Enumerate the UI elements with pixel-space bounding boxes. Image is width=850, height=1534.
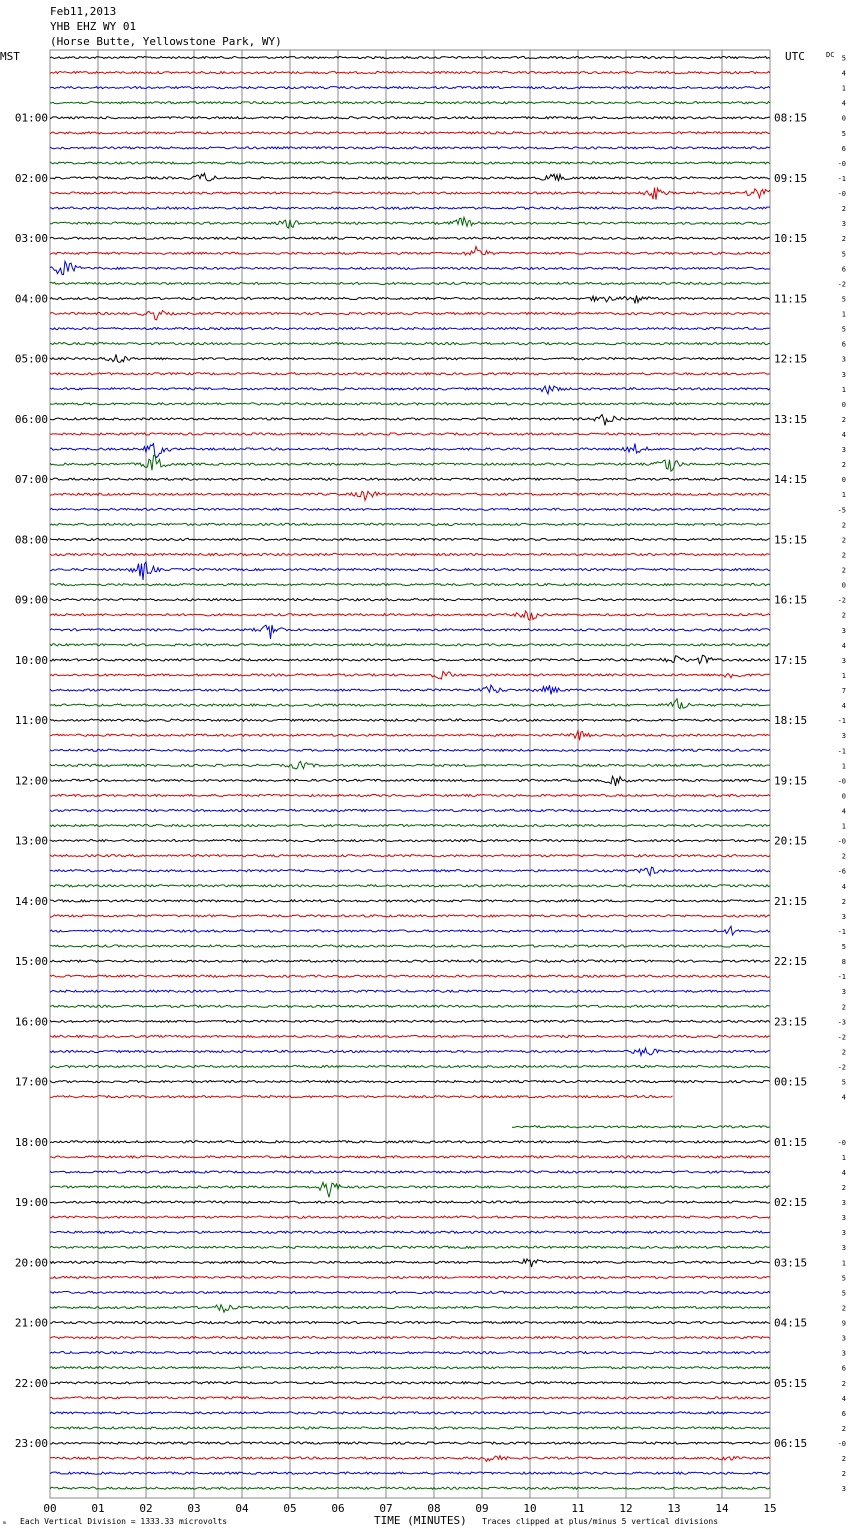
trace-row bbox=[50, 562, 770, 580]
trace-row bbox=[50, 1276, 770, 1278]
trace-row bbox=[50, 824, 770, 826]
mst-hour-label: 03:00 bbox=[14, 232, 48, 246]
x-tick-label: 15 bbox=[763, 1502, 777, 1515]
trace-row bbox=[50, 699, 770, 709]
trace-row bbox=[50, 655, 770, 663]
dc-offset-value: -2 bbox=[837, 596, 846, 605]
trace-row bbox=[50, 327, 770, 329]
trace-row bbox=[50, 776, 770, 786]
trace-row bbox=[50, 926, 770, 935]
trace-row bbox=[50, 1442, 770, 1444]
mst-hour-label: 11:00 bbox=[14, 714, 48, 728]
mst-hour-label: 01:00 bbox=[14, 111, 48, 125]
utc-hour-label: 00:15 bbox=[774, 1075, 808, 1089]
dc-offset-value: 6 bbox=[841, 1409, 846, 1418]
dc-offset-value: 1 bbox=[841, 671, 846, 680]
x-tick-label: 14 bbox=[715, 1502, 729, 1515]
trace-row bbox=[50, 584, 770, 586]
x-tick-label: 03 bbox=[187, 1502, 201, 1515]
mst-hour-label: 15:00 bbox=[14, 955, 48, 969]
utc-hour-label: 12:15 bbox=[774, 352, 808, 366]
x-tick-label: 08 bbox=[427, 1502, 441, 1515]
trace-row bbox=[50, 1397, 770, 1399]
trace-row bbox=[50, 217, 770, 228]
trace-row bbox=[50, 975, 770, 977]
dc-offset-value: 5 bbox=[841, 295, 846, 304]
dc-offset-value: 3 bbox=[841, 732, 846, 741]
dc-offset-value: 5 bbox=[841, 54, 846, 63]
trace-row bbox=[50, 644, 770, 646]
x-tick-label: 10 bbox=[523, 1502, 537, 1515]
dc-label: DC bbox=[826, 51, 835, 59]
trace-row bbox=[50, 102, 770, 104]
trace-row bbox=[50, 508, 770, 510]
mst-hour-label: 19:00 bbox=[14, 1196, 48, 1210]
trace-row bbox=[50, 1141, 770, 1143]
mst-hour-label: 18:00 bbox=[14, 1135, 48, 1149]
dc-offset-value: -1 bbox=[837, 174, 846, 183]
station-location: (Horse Butte, Yellowstone Park, WY) bbox=[50, 35, 282, 48]
trace-row bbox=[50, 147, 770, 149]
trace-row bbox=[50, 295, 770, 303]
trace-row bbox=[50, 261, 770, 274]
dc-offset-value: 2 bbox=[841, 1184, 846, 1192]
mst-hour-label: 12:00 bbox=[14, 774, 48, 788]
utc-hour-label: 14:15 bbox=[774, 473, 808, 487]
dc-offset-value: 1 bbox=[841, 84, 846, 93]
trace-row bbox=[50, 282, 770, 284]
utc-hour-label: 13:15 bbox=[774, 412, 808, 426]
dc-offset-value: 3 bbox=[841, 220, 846, 229]
corner-mark: ₘ bbox=[2, 1517, 7, 1526]
utc-hour-label: 23:15 bbox=[774, 1015, 808, 1029]
utc-hour-label: 18:15 bbox=[774, 714, 808, 728]
dc-offset-value: 5 bbox=[841, 1289, 846, 1298]
utc-hour-label: 16:15 bbox=[774, 593, 808, 607]
utc-hour-label: 19:15 bbox=[774, 774, 808, 788]
dc-offset-value: 4 bbox=[841, 69, 846, 78]
trace-row bbox=[50, 1367, 770, 1369]
dc-offset-value: 2 bbox=[841, 536, 846, 545]
dc-offset-value: 2 bbox=[841, 551, 846, 560]
mst-hour-label: 09:00 bbox=[14, 593, 48, 607]
dc-offset-value: 5 bbox=[841, 943, 846, 952]
trace-row bbox=[50, 1472, 770, 1474]
trace-row bbox=[50, 900, 770, 902]
dc-offset-value: 2 bbox=[841, 611, 846, 620]
dc-offset-value: 5 bbox=[841, 250, 846, 259]
dc-offset-value: 3 bbox=[841, 1334, 846, 1343]
mst-hour-label: 16:00 bbox=[14, 1015, 48, 1029]
x-tick-label: 09 bbox=[475, 1502, 489, 1515]
dc-offset-value: -0 bbox=[837, 1138, 846, 1147]
trace-row bbox=[50, 1337, 770, 1339]
trace-row bbox=[50, 1246, 770, 1248]
x-tick-label: 11 bbox=[571, 1502, 585, 1515]
x-tick-label: 12 bbox=[619, 1502, 633, 1515]
dc-offset-value: 0 bbox=[841, 792, 846, 801]
trace-row bbox=[50, 386, 770, 394]
utc-hour-label: 17:15 bbox=[774, 653, 808, 667]
trace-row bbox=[50, 207, 770, 209]
dc-offset-value: 2 bbox=[841, 1424, 846, 1433]
trace-row bbox=[50, 343, 770, 345]
dc-offset-value: 3 bbox=[841, 1229, 846, 1238]
dc-offset-value: 3 bbox=[841, 1214, 846, 1223]
mst-hour-label: 08:00 bbox=[14, 533, 48, 547]
trace-row bbox=[50, 87, 770, 89]
trace-row bbox=[50, 1005, 770, 1007]
trace-row bbox=[50, 1035, 770, 1037]
dc-offset-value: 0 bbox=[841, 400, 846, 409]
dc-offset-value: -0 bbox=[837, 777, 846, 786]
dc-offset-value: 4 bbox=[841, 1168, 846, 1177]
dc-offset-value: 2 bbox=[841, 1304, 846, 1313]
dc-offset-value: -1 bbox=[837, 973, 846, 982]
trace-row bbox=[50, 538, 770, 540]
clip-note: Traces clipped at plus/minus 5 vertical divisions bbox=[482, 1517, 719, 1526]
utc-hour-label: 01:15 bbox=[774, 1135, 808, 1149]
trace-row bbox=[50, 188, 770, 200]
trace-row bbox=[50, 1305, 770, 1312]
mst-hour-label: 17:00 bbox=[14, 1075, 48, 1089]
dc-offset-value: 3 bbox=[841, 355, 846, 364]
trace-row bbox=[50, 523, 770, 525]
utc-hour-label: 04:15 bbox=[774, 1316, 808, 1330]
dc-offset-value: 1 bbox=[841, 385, 846, 394]
x-tick-label: 05 bbox=[283, 1502, 297, 1515]
utc-hour-label: 08:15 bbox=[774, 111, 808, 125]
trace-row bbox=[50, 1096, 673, 1098]
utc-hour-label: 21:15 bbox=[774, 894, 808, 908]
dc-offset-value: 6 bbox=[841, 1364, 846, 1373]
dc-offset-value: 2 bbox=[841, 235, 846, 244]
trace-row bbox=[50, 237, 770, 239]
dc-offset-value: -1 bbox=[837, 927, 846, 936]
utc-hour-label: 06:15 bbox=[774, 1437, 808, 1451]
dc-offset-value: 2 bbox=[841, 852, 846, 861]
trace-row bbox=[50, 840, 770, 842]
dc-offset-value: 1 bbox=[841, 310, 846, 319]
trace-row bbox=[50, 761, 770, 769]
dc-offset-value: 3 bbox=[841, 1244, 846, 1253]
dc-offset-value: 4 bbox=[841, 99, 846, 108]
traces bbox=[50, 56, 770, 1489]
x-tick-label: 07 bbox=[379, 1502, 393, 1515]
trace-row bbox=[50, 1156, 770, 1158]
dc-offset-value: 9 bbox=[841, 1319, 846, 1328]
trace-row bbox=[50, 56, 770, 58]
labels bbox=[15, 55, 846, 1516]
dc-offset-value: 0 bbox=[841, 114, 846, 123]
trace-row bbox=[50, 599, 770, 601]
mst-axis-label: MST bbox=[0, 50, 20, 63]
dc-offset-value: 5 bbox=[841, 1274, 846, 1283]
utc-hour-label: 09:15 bbox=[774, 171, 808, 185]
trace-row bbox=[50, 1065, 770, 1067]
trace-row bbox=[50, 247, 770, 256]
trace-row bbox=[50, 671, 770, 679]
station-code: YHB EHZ WY 01 bbox=[50, 20, 137, 33]
trace-row bbox=[50, 491, 770, 500]
dc-offset-value: 2 bbox=[841, 1379, 846, 1388]
trace-row bbox=[50, 373, 770, 375]
utc-hour-label: 15:15 bbox=[774, 533, 808, 547]
utc-hour-label: 20:15 bbox=[774, 834, 808, 848]
trace-row bbox=[50, 1201, 770, 1203]
trace-row bbox=[50, 1382, 770, 1384]
mst-hour-label: 13:00 bbox=[14, 834, 48, 848]
trace-row bbox=[50, 173, 770, 181]
dc-offset-value: 3 bbox=[841, 1199, 846, 1208]
dc-offset-value: 2 bbox=[841, 1455, 846, 1464]
dc-offset-value: 1 bbox=[841, 491, 846, 500]
dc-offset-value: 3 bbox=[841, 1349, 846, 1358]
trace-row bbox=[50, 1182, 770, 1197]
trace-row bbox=[50, 1048, 770, 1055]
utc-hour-label: 22:15 bbox=[774, 955, 808, 969]
dc-offset-value: -6 bbox=[837, 867, 846, 876]
dc-offset-value: -0 bbox=[837, 1440, 846, 1449]
trace-row bbox=[50, 433, 770, 435]
mst-hour-label: 14:00 bbox=[14, 894, 48, 908]
dc-offset-value: 2 bbox=[841, 461, 846, 470]
dc-offset-value: -0 bbox=[837, 837, 846, 846]
trace-row bbox=[50, 1080, 770, 1082]
dc-offset-value: -1 bbox=[837, 717, 846, 726]
trace-row bbox=[50, 867, 770, 875]
dc-offset-value: -2 bbox=[837, 280, 846, 289]
dc-offset-value: 3 bbox=[841, 446, 846, 455]
dc-offset-value: 4 bbox=[841, 702, 846, 711]
dc-offset-value: 3 bbox=[841, 370, 846, 379]
dc-offset-value: 2 bbox=[841, 521, 846, 530]
trace-row bbox=[50, 1291, 770, 1293]
trace-row bbox=[50, 731, 770, 741]
x-tick-label: 06 bbox=[331, 1502, 345, 1515]
utc-hour-label: 05:15 bbox=[774, 1376, 808, 1390]
trace-row bbox=[50, 1352, 770, 1354]
trace-row bbox=[50, 749, 770, 751]
mst-hour-label: 06:00 bbox=[14, 412, 48, 426]
trace-row bbox=[50, 415, 770, 426]
trace-row bbox=[50, 945, 770, 947]
dc-offset-value: 6 bbox=[841, 144, 846, 153]
trace-row bbox=[50, 311, 770, 320]
mst-hour-label: 20:00 bbox=[14, 1256, 48, 1270]
x-tick-label: 13 bbox=[667, 1502, 681, 1515]
dc-offset-value: -2 bbox=[837, 1033, 846, 1042]
dc-offset-value: -2 bbox=[837, 1063, 846, 1072]
scale-note: Each Vertical Division = 1333.33 microvolts bbox=[20, 1517, 228, 1526]
dc-offset-value: 1 bbox=[841, 762, 846, 771]
dc-offset-value: 3 bbox=[841, 1485, 846, 1494]
trace-row bbox=[50, 1412, 770, 1414]
mst-hour-label: 02:00 bbox=[14, 171, 48, 185]
x-tick-label: 04 bbox=[235, 1502, 249, 1515]
trace-row bbox=[50, 794, 770, 796]
trace-row bbox=[50, 809, 770, 811]
mst-hour-label: 05:00 bbox=[14, 352, 48, 366]
dc-offset-value: 2 bbox=[841, 1048, 846, 1057]
utc-axis-label: UTC bbox=[785, 50, 805, 63]
dc-offset-value: 3 bbox=[841, 656, 846, 665]
utc-hour-label: 11:15 bbox=[774, 292, 808, 306]
dc-offset-value: 2 bbox=[841, 205, 846, 214]
utc-hour-label: 02:15 bbox=[774, 1196, 808, 1210]
trace-row bbox=[50, 553, 770, 555]
dc-offset-value: 0 bbox=[841, 581, 846, 590]
trace-row bbox=[50, 455, 770, 471]
trace-row bbox=[50, 855, 770, 857]
dc-offset-value: 7 bbox=[841, 687, 846, 696]
trace-row bbox=[50, 960, 770, 962]
dc-offset-value: 6 bbox=[841, 340, 846, 349]
dc-offset-value: 6 bbox=[841, 265, 846, 274]
dc-offset-value: 1 bbox=[841, 822, 846, 831]
trace-row bbox=[50, 132, 770, 134]
trace-row bbox=[50, 403, 770, 405]
dc-offset-value: -1 bbox=[837, 747, 846, 756]
dc-offset-value: 8 bbox=[841, 958, 846, 967]
trace-row bbox=[50, 1321, 770, 1323]
mst-hour-label: 22:00 bbox=[14, 1376, 48, 1390]
dc-offset-value: 2 bbox=[841, 415, 846, 424]
mst-hour-label: 04:00 bbox=[14, 292, 48, 306]
trace-row bbox=[50, 1259, 770, 1267]
mst-hour-label: 21:00 bbox=[14, 1316, 48, 1330]
trace-row bbox=[50, 71, 770, 73]
dc-offset-value: 3 bbox=[841, 912, 846, 921]
trace-row bbox=[50, 1427, 770, 1429]
utc-hour-label: 10:15 bbox=[774, 232, 808, 246]
x-tick-label: 02 bbox=[139, 1502, 153, 1515]
dc-offset-value: -0 bbox=[837, 159, 846, 168]
mst-hour-label: 10:00 bbox=[14, 653, 48, 667]
dc-offset-value: -0 bbox=[837, 190, 846, 199]
trace-row bbox=[50, 354, 770, 362]
trace-row bbox=[50, 1456, 770, 1462]
mst-hour-label: 07:00 bbox=[14, 473, 48, 487]
trace-row bbox=[50, 117, 770, 119]
trace-row bbox=[512, 1126, 770, 1128]
dc-offset-value: 2 bbox=[841, 566, 846, 575]
trace-row bbox=[50, 990, 770, 992]
x-axis-title: TIME (MINUTES) bbox=[374, 1514, 467, 1527]
dc-offset-value: 3 bbox=[841, 988, 846, 997]
trace-row bbox=[50, 162, 770, 164]
dc-offset-value: 2 bbox=[841, 1470, 846, 1479]
dc-offset-value: 3 bbox=[841, 626, 846, 635]
dc-offset-value: 4 bbox=[841, 1394, 846, 1403]
trace-row bbox=[50, 1216, 770, 1218]
dc-offset-value: 4 bbox=[841, 641, 846, 650]
mst-hour-label: 23:00 bbox=[14, 1437, 48, 1451]
dc-offset-value: 2 bbox=[841, 1003, 846, 1012]
dc-offset-value: -5 bbox=[837, 506, 846, 515]
trace-row bbox=[50, 1231, 770, 1233]
dc-offset-value: 0 bbox=[841, 476, 846, 485]
dc-offset-value: -3 bbox=[837, 1018, 846, 1027]
dc-offset-value: 4 bbox=[841, 807, 846, 816]
dc-offset-value: 1 bbox=[841, 1153, 846, 1162]
trace-row bbox=[50, 719, 770, 721]
dc-offset-value: 5 bbox=[841, 1078, 846, 1087]
dc-offset-value: 1 bbox=[841, 1259, 846, 1268]
trace-row bbox=[50, 478, 770, 480]
chart-date: Feb11,2013 bbox=[50, 5, 117, 18]
trace-row bbox=[50, 1171, 770, 1173]
dc-offset-value: 4 bbox=[841, 431, 846, 439]
utc-hour-label: 03:15 bbox=[774, 1256, 808, 1270]
trace-row bbox=[50, 885, 770, 887]
x-tick-label: 01 bbox=[91, 1502, 105, 1515]
dc-offset-value: 4 bbox=[841, 1093, 846, 1102]
trace-row bbox=[50, 685, 770, 694]
trace-row bbox=[50, 1487, 770, 1489]
trace-row bbox=[50, 1020, 770, 1022]
trace-row bbox=[50, 611, 770, 620]
trace-row bbox=[50, 444, 770, 458]
trace-row bbox=[50, 625, 770, 639]
dc-offset-value: 5 bbox=[841, 325, 846, 334]
dc-offset-value: 4 bbox=[841, 882, 846, 891]
trace-row bbox=[50, 915, 770, 917]
dc-offset-value: 5 bbox=[841, 129, 846, 138]
x-tick-label: 00 bbox=[43, 1502, 57, 1515]
dc-offset-value: 2 bbox=[841, 897, 846, 906]
